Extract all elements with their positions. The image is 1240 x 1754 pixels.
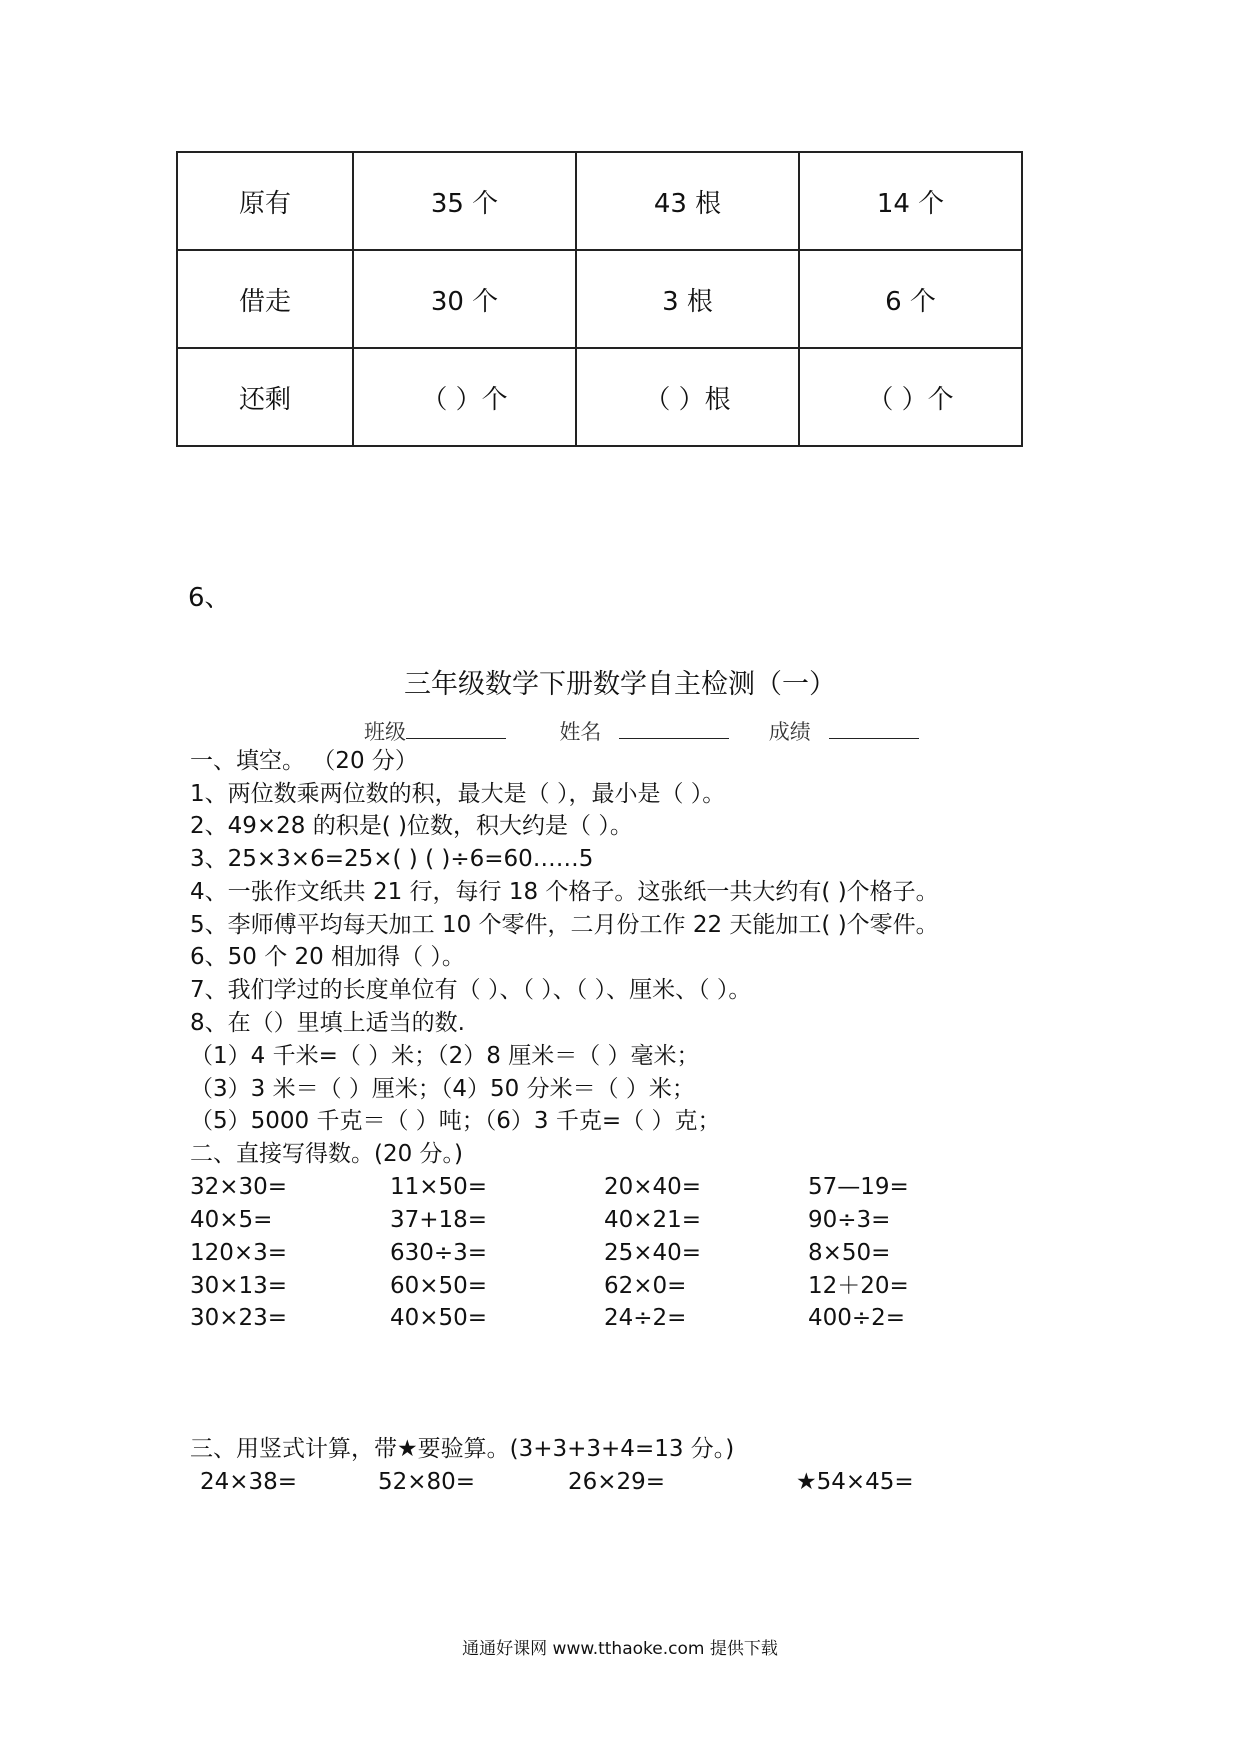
calc-item: 120×3= bbox=[190, 1240, 288, 1266]
student-info bbox=[364, 714, 919, 746]
section1-item: 6、50 个 20 相加得（ ）。 bbox=[190, 944, 465, 970]
vertical-calc-item: 26×29= bbox=[568, 1469, 666, 1495]
calc-item: 62×0= bbox=[604, 1273, 687, 1299]
table-cell: 35 个 bbox=[353, 152, 576, 250]
table-cell: 还剩 bbox=[177, 348, 353, 446]
table-cell: 30 个 bbox=[353, 250, 576, 348]
calc-item: 30×13= bbox=[190, 1273, 288, 1299]
calc-item: 30×23= bbox=[190, 1305, 288, 1331]
table-cell: （ ）个 bbox=[353, 348, 576, 446]
calc-item: 8×50= bbox=[808, 1240, 891, 1266]
table-cell: 3 根 bbox=[576, 250, 799, 348]
table-row bbox=[177, 348, 1022, 446]
vertical-calc-item: ★54×45= bbox=[796, 1469, 914, 1495]
calc-item: 20×40= bbox=[604, 1174, 702, 1200]
borrow-table bbox=[176, 151, 1023, 447]
calc-item: 40×21= bbox=[604, 1207, 702, 1233]
table-cell: 原有 bbox=[177, 152, 353, 250]
calc-item: 37+18= bbox=[390, 1207, 488, 1233]
section1-item: 7、我们学过的长度单位有（ ）、（ ）、（ ）、厘米、（ ）。 bbox=[190, 977, 752, 1003]
score-label: 成绩 bbox=[768, 720, 811, 744]
calc-item: 400÷2= bbox=[808, 1305, 906, 1331]
calc-item: 57—19= bbox=[808, 1174, 909, 1200]
calc-item: 11×50= bbox=[390, 1174, 488, 1200]
calc-item: 12＋20= bbox=[808, 1273, 909, 1299]
section1-item: 8、在（）里填上适当的数. bbox=[190, 1010, 465, 1036]
section1-item: （1）4 千米=（ ）米；（2）8 厘米＝（ ）毫米； bbox=[190, 1043, 700, 1069]
calc-item: 40×50= bbox=[390, 1305, 488, 1331]
section1-item: 1、两位数乘两位数的积，最大是（ ），最小是（ ）。 bbox=[190, 781, 726, 807]
calc-item: 60×50= bbox=[390, 1273, 488, 1299]
table-cell: （ ）个 bbox=[799, 348, 1022, 446]
name-field[interactable] bbox=[619, 714, 729, 739]
calc-item: 40×5= bbox=[190, 1207, 273, 1233]
section1-heading: 一、填空。 （20 分） bbox=[190, 748, 418, 774]
vertical-calc-item: 24×38= bbox=[200, 1469, 298, 1495]
calc-item: 32×30= bbox=[190, 1174, 288, 1200]
section1-item: 3、25×3×6=25×( ) ( )÷6=60……5 bbox=[190, 846, 594, 872]
section1-item: （3）3 米＝（ ）厘米；（4）50 分米＝（ ）米； bbox=[190, 1076, 695, 1102]
class-field[interactable] bbox=[406, 714, 506, 739]
class-label: 班级 bbox=[364, 720, 406, 744]
section1-item: （5）5000 千克＝（ ）吨；（6）3 千克=（ ）克； bbox=[190, 1108, 721, 1134]
footer-text: 通通好课网 www.tthaoke.com 提供下载 bbox=[462, 1639, 778, 1659]
score-field[interactable] bbox=[829, 714, 919, 739]
calc-item: 90÷3= bbox=[808, 1207, 891, 1233]
calc-item: 630÷3= bbox=[390, 1240, 488, 1266]
table-cell: （ ）根 bbox=[576, 348, 799, 446]
calc-item: 24÷2= bbox=[604, 1305, 687, 1331]
table-row bbox=[177, 250, 1022, 348]
calc-item: 25×40= bbox=[604, 1240, 702, 1266]
section1-item: 2、49×28 的积是( )位数，积大约是（ ）。 bbox=[190, 813, 633, 839]
table-cell: 借走 bbox=[177, 250, 353, 348]
name-label: 姓名 bbox=[559, 720, 602, 744]
section1-item: 4、一张作文纸共 21 行，每行 18 个格子。这张纸一共大约有( )个格子。 bbox=[190, 879, 939, 905]
table-row bbox=[177, 152, 1022, 250]
vertical-calc-item: 52×80= bbox=[378, 1469, 476, 1495]
table-cell: 6 个 bbox=[799, 250, 1022, 348]
table-cell: 43 根 bbox=[576, 152, 799, 250]
page-title: 三年级数学下册数学自主检测（一） bbox=[404, 669, 836, 700]
question-number: 6、 bbox=[188, 583, 231, 613]
section1-item: 5、李师傅平均每天加工 10 个零件，二月份工作 22 天能加工( )个零件。 bbox=[190, 912, 939, 938]
section2-heading: 二、直接写得数。(20 分。) bbox=[190, 1141, 464, 1167]
table-cell: 14 个 bbox=[799, 152, 1022, 250]
section3-heading: 三、用竖式计算，带★要验算。(3+3+3+4=13 分。) bbox=[190, 1436, 735, 1462]
